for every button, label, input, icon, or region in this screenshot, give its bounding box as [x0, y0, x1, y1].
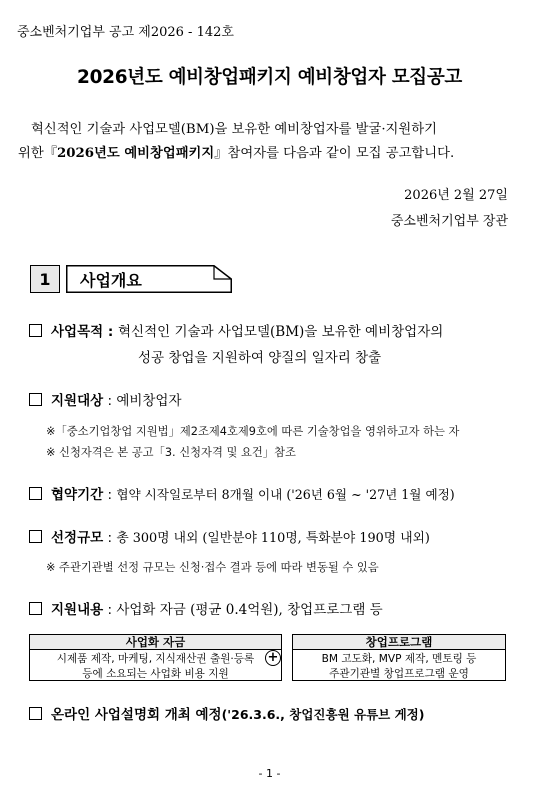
item-sep: : — [103, 602, 117, 618]
section-number-badge: 1 — [30, 265, 60, 293]
item-sep: : — [103, 393, 117, 409]
page-number: - 1 - — [258, 767, 281, 780]
checkbox-square-icon — [29, 530, 42, 543]
item-target — [29, 389, 182, 409]
target-note-2: ※ 신청자격은 본 공고「3. 신청자격 및 요건」참조 — [46, 446, 296, 459]
scale-note: ※ 주관기관별 선정 규모는 신청·접수 결과 등에 따라 변동될 수 있음 — [46, 561, 379, 574]
intro-line-2 — [18, 142, 454, 161]
item-text: 혁신적인 기술과 사업모델(BM)을 보유한 예비창업자의 — [117, 324, 444, 340]
checkbox-square-icon — [29, 602, 42, 615]
item-text: ('26.3.6., 창업진흥원 유튜브 게정) — [221, 707, 425, 722]
intro-line-1: 혁신적인 기술과 사업모델(BM)을 보유한 예비창업자를 발굴·지원하기 — [31, 122, 437, 137]
item-online-briefing — [29, 703, 424, 723]
item-content — [29, 598, 383, 618]
intro-line-2-post: 』참여자를 다음과 같이 모집 공고합니다. — [214, 146, 455, 161]
funding-box — [29, 634, 282, 681]
checkbox-square-icon — [29, 324, 42, 337]
funding-box-line-1: 시제품 제작, 마케팅, 지식재산권 출원·등록 — [56, 653, 255, 665]
item-sep: : — [103, 530, 117, 546]
program-box-body — [293, 650, 505, 682]
checkbox-square-icon — [29, 707, 42, 720]
announcement-date: 2026년 2월 27일 — [404, 188, 508, 203]
program-box — [292, 634, 506, 681]
item-text: 예비창업자 — [116, 393, 182, 409]
item-sep: : — [103, 324, 118, 340]
item-label: 지원대상 — [51, 393, 104, 409]
item-purpose-cont: 성공 창업을 지원하여 양질의 일자리 창출 — [138, 350, 382, 366]
program-box-title: 창업프로그램 — [293, 635, 505, 650]
item-label: 사업목적 — [51, 324, 104, 340]
funding-box-title: 사업화 자금 — [30, 635, 281, 650]
notice-number: 중소벤처기업부 공고 제2026 - 142호 — [17, 25, 234, 40]
program-box-line-2: 주관기관별 창업프로그램 운영 — [329, 668, 469, 680]
item-text: 협약 시작일로부터 8개월 이내 ('26년 6월 ~ '27년 1월 예정) — [116, 487, 455, 502]
target-note-1: ※「중소기업창업 지원법」제2조제4호제9호에 따른 기술창업을 영위하고자 하는 자 — [46, 425, 460, 438]
plus-circle-icon: + — [265, 650, 281, 666]
checkbox-square-icon — [29, 487, 42, 500]
program-name: 2026년도 예비창업패키지 — [57, 146, 215, 161]
issuer: 중소벤처기업부 장관 — [390, 214, 508, 229]
intro-line-2-pre: 위한『 — [18, 146, 57, 161]
section-title: 사업개요 — [80, 271, 142, 290]
item-period — [29, 483, 455, 503]
item-scale — [29, 526, 430, 546]
funding-box-body — [30, 650, 281, 682]
funding-box-line-2: 등에 소요되는 사업화 비용 지원 — [82, 668, 229, 680]
item-label: 온라인 사업설명회 개최 예정 — [51, 707, 222, 723]
item-purpose — [29, 320, 443, 340]
item-text: 총 300명 내외 (일반분야 110명, 특화분야 190명 내외) — [116, 531, 430, 546]
program-box-line-1: BM 고도화, MVP 제작, 멘토링 등 — [321, 653, 477, 665]
checkbox-square-icon — [29, 393, 42, 406]
item-text: 사업화 자금 (평균 0.4억원), 창업프로그램 등 — [116, 602, 383, 618]
item-label: 선정규모 — [51, 530, 104, 546]
item-sep: : — [103, 487, 117, 503]
page-title: 2026년도 예비창업패키지 예비창업자 모집공고 — [77, 67, 462, 88]
item-label: 협약기간 — [51, 487, 104, 503]
section-title-box — [66, 265, 232, 293]
item-label: 지원내용 — [51, 602, 104, 618]
